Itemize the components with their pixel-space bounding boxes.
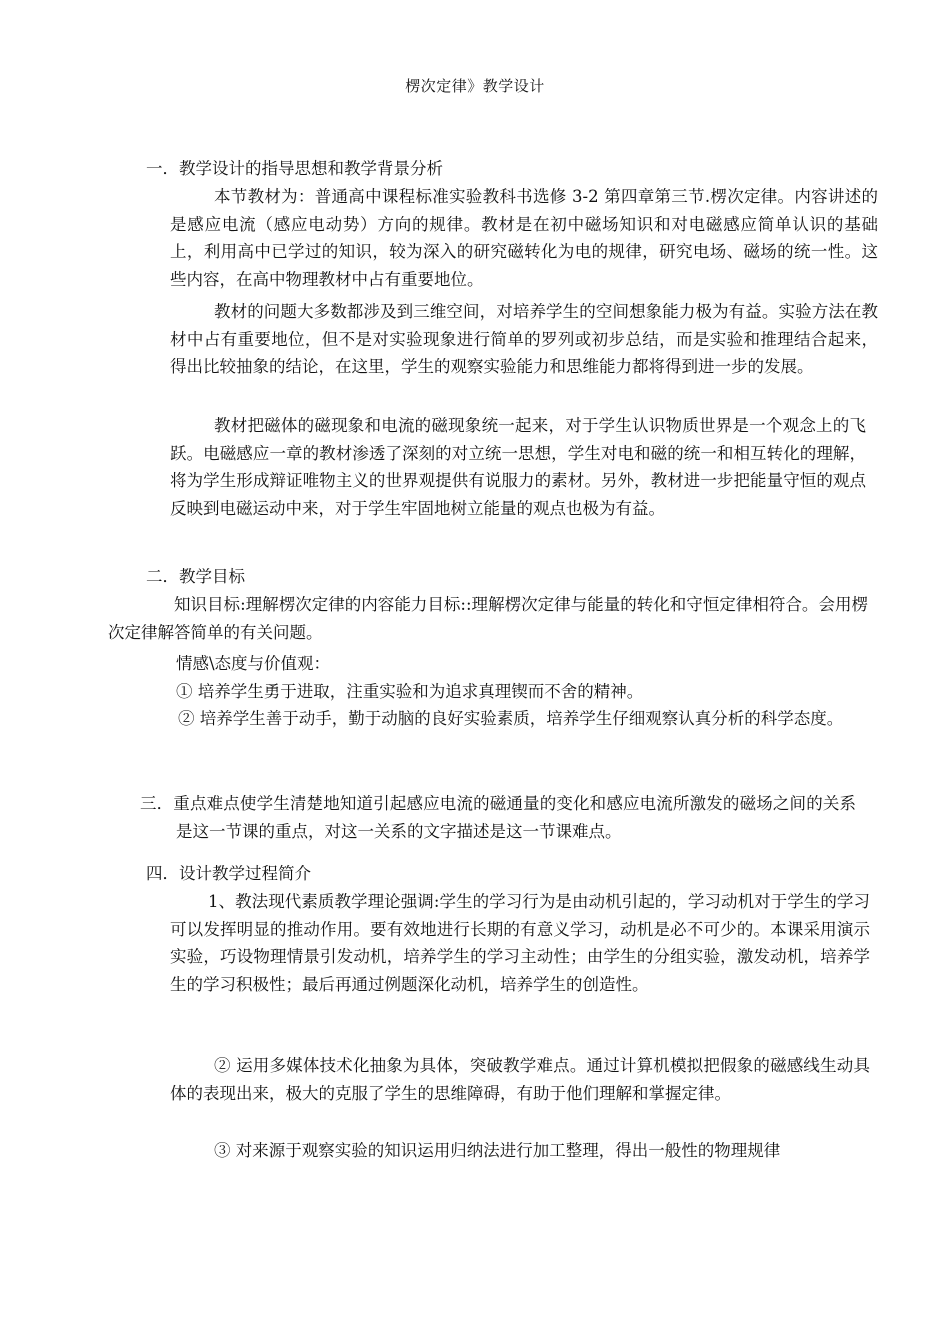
section-3-paragraph: 三．重点难点使学生清楚地知道引起感应电流的磁通量的变化和感应电流所激发的磁场之间的关系是这一节课的重点，对这一关系的文字描述是这一节课难点。	[140, 794, 856, 841]
section-1-heading: 一．教学设计的指导思想和教学背景分析	[146, 159, 443, 178]
section-4-paragraph-2: ② 运用多媒体技术化抽象为具体，突破教学难点。通过计算机模拟把假象的磁感线生动具体的表现出来，极大的克服了学生的思维障碍，有助于他们理解和掌握定律。	[170, 1056, 870, 1103]
section-1-paragraph-2: 教材的问题大多数都涉及到三维空间，对培养学生的空间想象能力极为有益。实验方法在教材中占有重要地位，但不是对实验现象进行简单的罗列或初步总结，而是实验和推理结合起来，得出比较抽象的结论，在这里，学生的观察实验能力和思维能力都将得到进一步的发展。	[170, 302, 878, 376]
emotion-goal-item-1: ① 培养学生勇于进取，注重实验和为追求真理锲而不舍的精神。	[176, 682, 644, 701]
document-title: 楞次定律》教学设计	[405, 77, 545, 95]
emotion-goal-label: 情感\态度与价值观：	[176, 654, 331, 673]
knowledge-goal-paragraph: 知识目标:理解楞次定律的内容能力目标::理解楞次定律与能量的转化和守恒定律相符合。会用楞次定律解答简单的有关问题。	[108, 595, 868, 642]
section-4-heading: 四．设计教学过程简介	[146, 864, 311, 883]
section-4-paragraph-3: ③ 对来源于观察实验的知识运用归纳法进行加工整理，得出一般性的物理规律	[214, 1141, 781, 1160]
section-4-paragraph-1: 1、教法现代素质教学理论强调:学生的学习行为是由动机引起的，学习动机对于学生的学习可以发挥明显的推动作用。要有效地进行长期的有意义学习，动机是必不可少的。本课采用演示实验，巧设物理情景引发动机，培养学生的学习主动性；由学生的分组实验，激发动机，培养学生的学习积极性；最后再通过例题深化动机，培养学生的创造性。	[170, 892, 870, 994]
section-1-paragraph-3: 教材把磁体的磁现象和电流的磁现象统一起来，对于学生认识物质世界是一个观念上的飞跃。电磁感应一章的教材渗透了深刻的对立统一思想，学生对电和磁的统一和相互转化的理解，将为学生形成辩证唯物主义的世界观提供有说服力的素材。另外，教材进一步把能量守恒的观点反映到电磁运动中来，对于学生牢固地树立能量的观点也极为有益。	[170, 416, 866, 518]
section-2-heading: 二．教学目标	[146, 567, 245, 586]
section-1-paragraph-1: 本节教材为：普通高中课程标准实验教科书选修 3-2 第四章第三节.楞次定律。内容讲述的是感应电流（感应电动势）方向的规律。教材是在初中磁场知识和对电磁感应简单认识的基础上，利用高中已学过的知识，较为深入的研究磁转化为电的规律，研究电场、磁场的统一性。这些内容，在高中物理教材中占有重要地位。	[170, 187, 878, 289]
emotion-goal-item-2: ② 培养学生善于动手，勤于动脑的良好实验素质，培养学生仔细观察认真分析的科学态度。	[178, 709, 844, 728]
